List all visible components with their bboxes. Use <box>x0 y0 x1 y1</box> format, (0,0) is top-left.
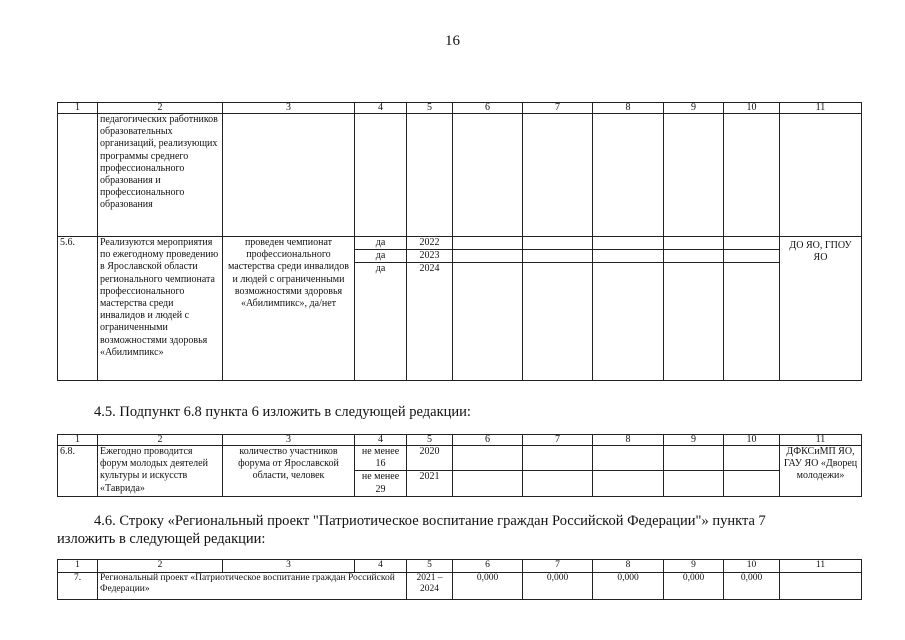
header-cell: 11 <box>780 435 862 446</box>
continuation-row <box>58 114 862 237</box>
header-cell: 1 <box>58 103 98 114</box>
row-executor: ДФКСиМП ЯО, ГАУ ЯО «Дворец молодежи» <box>780 446 862 497</box>
row-number: 7. <box>58 572 98 599</box>
header-cell: 10 <box>724 103 780 114</box>
header-cell: 9 <box>664 103 724 114</box>
header-row <box>58 560 862 573</box>
paragraph-4-6-line-1: 4.6. Строку «Региональный проект "Патриотическое воспитание граждан Российской Федерации"» пункта 7 <box>94 513 766 529</box>
header-cell: 4 <box>355 103 407 114</box>
header-cell: 2 <box>98 435 223 446</box>
indicator-value: не менее 29 <box>355 471 407 496</box>
header-cell: 8 <box>593 103 664 114</box>
value-cell: 0,000 <box>523 572 593 599</box>
header-cell: 6 <box>453 560 523 573</box>
row-indicator: проведен чемпионат профессионального мастерства среди инвалидов и людей с ограниченными возможностями здоровья «Абилимпикс», да/нет <box>223 237 355 381</box>
page-number: 16 <box>445 33 460 49</box>
value-cell: 0,000 <box>724 572 780 599</box>
header-cell: 5 <box>407 435 453 446</box>
header-row <box>58 435 862 446</box>
header-cell: 7 <box>523 435 593 446</box>
value-cell: 0,000 <box>453 572 523 599</box>
indicator-value: не менее 16 <box>355 446 407 471</box>
header-cell: 4 <box>355 435 407 446</box>
table-section-5 <box>57 102 862 381</box>
header-cell: 6 <box>453 103 523 114</box>
header-cell: 8 <box>593 560 664 573</box>
header-cell: 2 <box>98 560 223 573</box>
row-description: Реализуются мероприятия по ежегодному проведению в Ярославской области регионального чемпионата профессионального мастерства среди инвалидов и людей с ограниченными возможностями здоровья «Абилимпикс» <box>98 237 223 381</box>
header-cell: 11 <box>780 103 862 114</box>
indicator-year: 2020 <box>407 446 453 471</box>
continuation-text: педагогических работников образовательных организаций, реализующих программы среднего профессионального образования и профессионального образования <box>98 114 223 237</box>
paragraph-4-5: 4.5. Подпункт 6.8 пункта 6 изложить в следующей редакции: <box>94 404 471 420</box>
header-cell: 1 <box>58 560 98 573</box>
header-cell: 10 <box>724 435 780 446</box>
indicator-year: 2024 <box>407 263 453 381</box>
header-cell: 3 <box>223 435 355 446</box>
table-row <box>58 237 862 250</box>
table-row <box>58 572 862 599</box>
row-years: 2021 – 2024 <box>407 572 453 599</box>
row-description: Региональный проект «Патриотическое воспитание граждан Российской Федерации» <box>98 572 407 599</box>
value-cell: 0,000 <box>593 572 664 599</box>
header-cell: 11 <box>780 560 862 573</box>
row-number: 5.6. <box>58 237 98 381</box>
header-cell: 9 <box>664 560 724 573</box>
header-cell: 9 <box>664 435 724 446</box>
indicator-value: да <box>355 250 407 263</box>
paragraph-4-6-line-2: изложить в следующей редакции: <box>57 531 266 547</box>
header-cell: 5 <box>407 560 453 573</box>
table-section-7 <box>57 559 862 600</box>
row-executor: ДО ЯО, ГПОУ ЯО <box>780 237 862 381</box>
indicator-value: да <box>355 237 407 250</box>
indicator-value: да <box>355 263 407 381</box>
header-cell: 10 <box>724 560 780 573</box>
header-cell: 4 <box>355 560 407 573</box>
header-cell: 7 <box>523 103 593 114</box>
table-section-6 <box>57 434 862 497</box>
row-description: Ежегодно проводится форум молодых деятелей культуры и искусств «Таврида» <box>98 446 223 497</box>
row-indicator: количество участников форума от Ярославской области, человек <box>223 446 355 497</box>
header-cell: 8 <box>593 435 664 446</box>
table-row <box>58 446 862 471</box>
header-cell: 2 <box>98 103 223 114</box>
value-cell: 0,000 <box>664 572 724 599</box>
header-cell: 3 <box>223 560 355 573</box>
header-cell: 1 <box>58 435 98 446</box>
header-cell: 3 <box>223 103 355 114</box>
header-row <box>58 103 862 114</box>
row-number: 6.8. <box>58 446 98 497</box>
indicator-year: 2023 <box>407 250 453 263</box>
header-cell: 7 <box>523 560 593 573</box>
indicator-year: 2021 <box>407 471 453 496</box>
header-cell: 5 <box>407 103 453 114</box>
indicator-year: 2022 <box>407 237 453 250</box>
header-cell: 6 <box>453 435 523 446</box>
